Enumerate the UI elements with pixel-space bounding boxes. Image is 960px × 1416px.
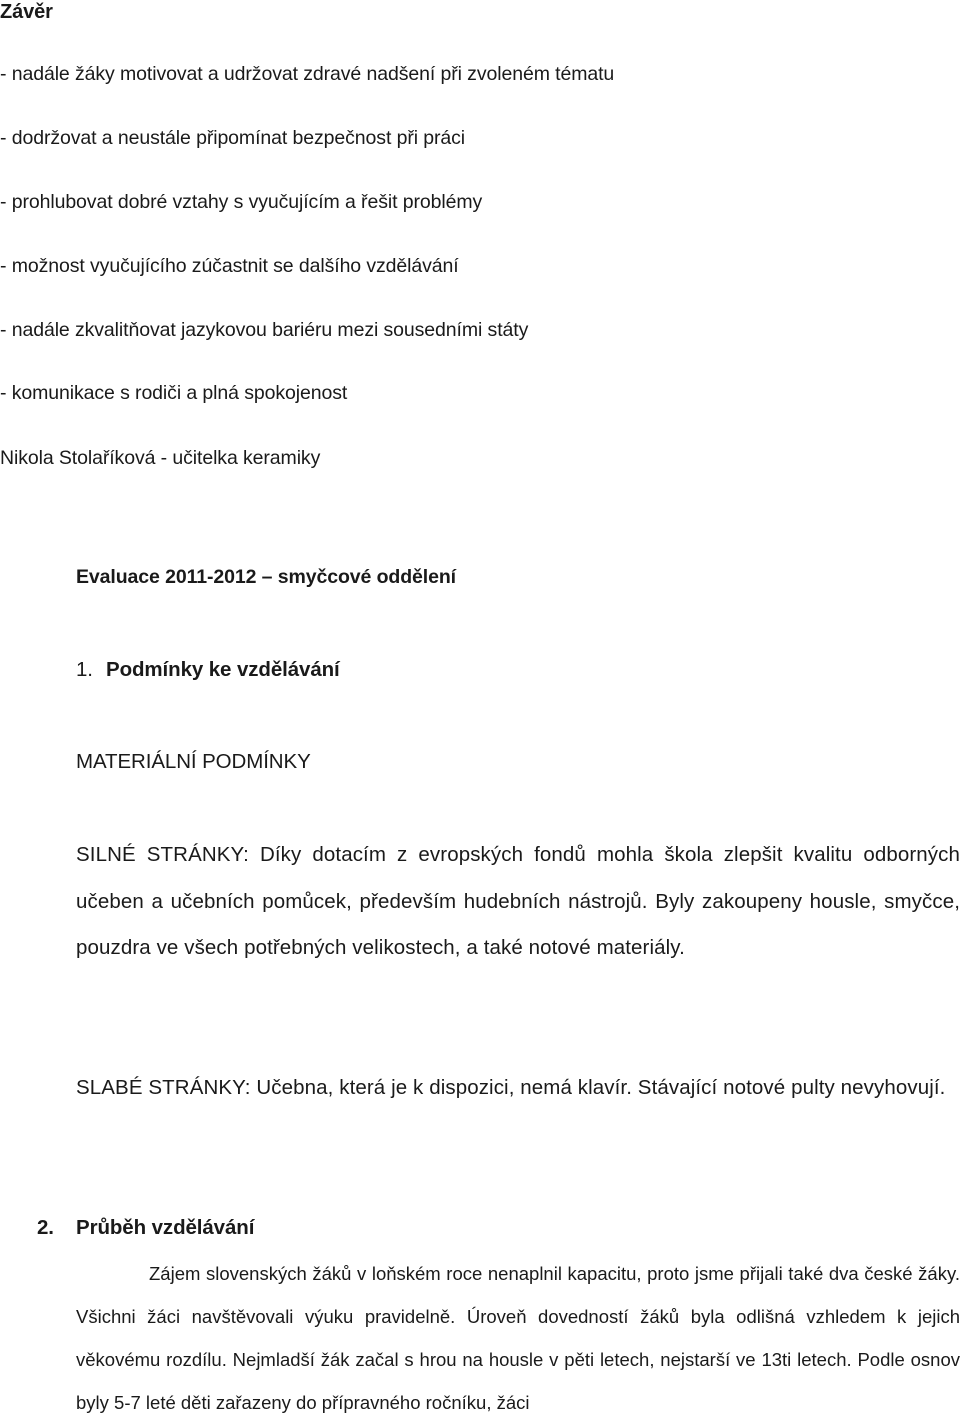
conclusion-bullet: - dodržovat a neustále připomínat bezpečnost při práci (0, 127, 466, 149)
section-1-number: 1. (76, 658, 93, 681)
conclusion-bullet: - nadále zkvalitňovat jazykovou bariéru mezi sousedními státy (0, 319, 529, 341)
section-1-heading (76, 658, 340, 682)
section-2-title: Průběh vzdělávání (76, 1216, 255, 1239)
conclusion-bullet: - nadále žáky motivovat a udržovat zdravé nadšení při zvoleném tématu (0, 63, 615, 85)
conclusion-bullet: - možnost vyučujícího zúčastnit se dalšího vzdělávání (0, 255, 459, 277)
conclusion-author: Nikola Stolaříková - učitelka keramiky (0, 447, 321, 469)
material-conditions-subheading: MATERIÁLNÍ PODMÍNKY (76, 750, 311, 773)
evaluation-heading: Evaluace 2011-2012 – smyčcové oddělení (76, 566, 456, 588)
section-2-number: 2. (37, 1216, 54, 1239)
weaknesses-paragraph: SLABÉ STRÁNKY: Učebna, která je k dispozici, nemá klavír. Stávající notové pulty nevyhovují. (76, 1076, 946, 1099)
section-2-paragraph: Zájem slovenských žáků v loňském roce nenaplnil kapacitu, proto jsme přijali také dva české žáky. Všichni žáci navštěvovali výuku pravidelně. Úroveň dovedností žáků byla odlišná vzhledem k jejich věkovému rozdílu. Nejmladší žák začal s hrou na housle v pěti letech, nejstarší ve 13ti letech. Podle osnov byly 5-7 leté děti zařazeny do přípravného ročníku, žáci (76, 1263, 960, 1413)
section-1-title: Podmínky ke vzdělávání (106, 658, 340, 681)
section-2-heading (37, 1216, 254, 1240)
conclusion-bullet: - prohlubovat dobré vztahy s vyučujícím a řešit problémy (0, 191, 483, 213)
conclusion-title: Závěr (0, 1, 53, 23)
conclusion-bullet: - komunikace s rodiči a plná spokojenost (0, 382, 348, 404)
strengths-paragraph: SILNÉ STRÁNKY: Díky dotacím z evropských fondů mohla škola zlepšit kvalitu odborných učeben a učebních pomůcek, především hudebních nástrojů. Byly zakoupeny housle, smyčce, pouzdra ve všech potřebných velikostech, a také notové materiály. (76, 843, 960, 959)
